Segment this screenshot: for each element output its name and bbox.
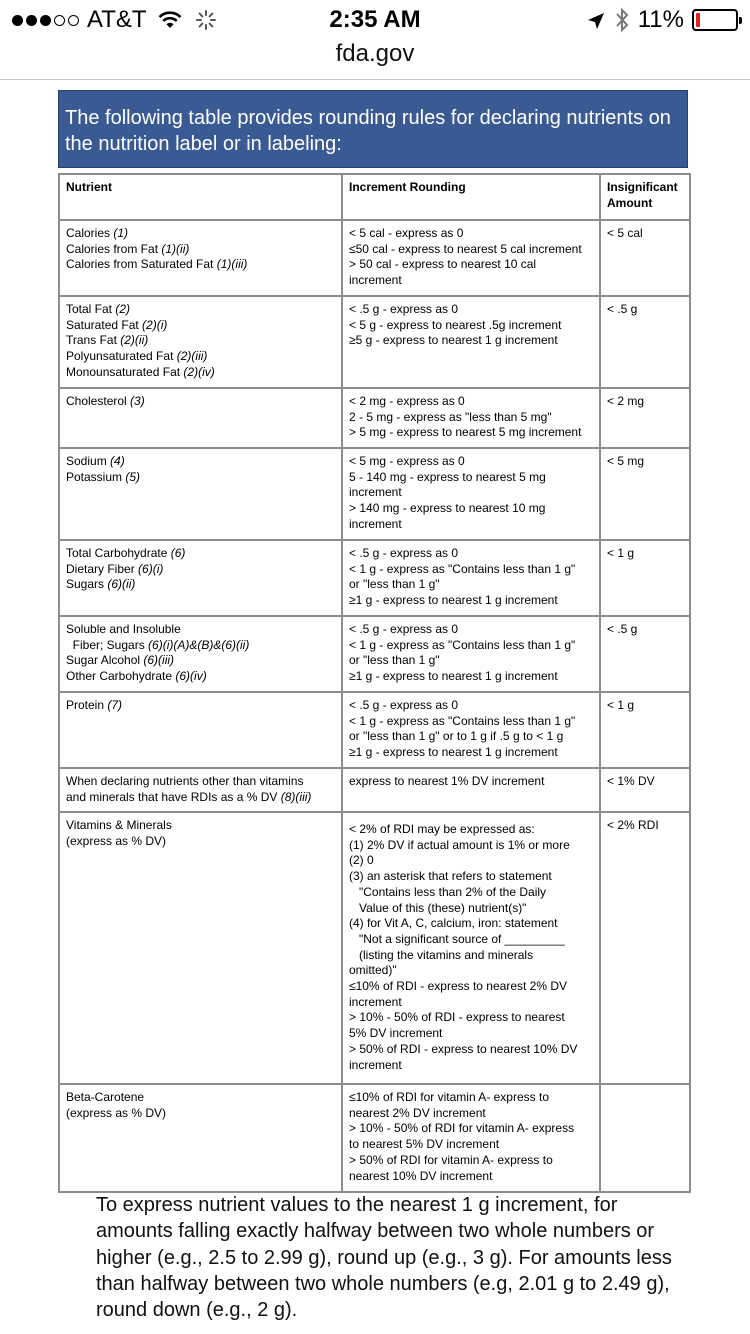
nutrient-name	[66, 622, 335, 638]
rounding-rule-line: (1) 2% DV if actual amount is 1% or more	[349, 837, 570, 852]
regulation-reference: (6)(iii)	[143, 653, 175, 668]
rounding-rule-cell	[342, 540, 600, 616]
regulation-reference: (4)	[110, 454, 125, 468]
rounding-rule-line: ≤50 cal - express to nearest 5 cal increment	[349, 241, 582, 256]
signal-dot	[40, 15, 51, 26]
regulation-reference: (2)(ii)	[120, 333, 149, 348]
nutrient-name	[66, 834, 335, 850]
nutrient-label: and minerals that have RDIs as a % DV	[66, 789, 281, 804]
rounding-rule-line: ≤10% of RDI for vitamin A- express to	[349, 1090, 549, 1104]
rounding-rule-line: ≥5 g - express to nearest 1 g increment	[349, 333, 558, 348]
table-row	[59, 768, 690, 812]
regulation-reference: (5)	[125, 469, 141, 484]
signal-dot	[26, 15, 37, 26]
nutrient-name	[66, 577, 335, 593]
insignificant-amount-cell: < .5 g	[600, 616, 690, 692]
rounding-rule-line: Value of this (these) nutrient(s)"	[349, 900, 527, 915]
signal-strength-icon	[12, 15, 79, 26]
insignificant-amount-cell: < 2 mg	[600, 388, 690, 448]
bluetooth-icon	[614, 7, 630, 33]
nutrient-name	[66, 698, 335, 714]
rounding-rule-line: > 10% - 50% of RDI - express to nearest	[349, 1010, 565, 1025]
rounding-footnote: To express nutrient values to the nearest 1 g increment, for amounts falling exactly halfway between two whole numbers or higher (e.g., 2.5 to 2.99 g), round up (e.g., 3 g). For amounts less than halfway between two whole numbers (e.g, 2.01 g to 2.49 g), round down (e.g., 2 g).	[96, 1194, 672, 1322]
rounding-rule-line: increment	[349, 1057, 402, 1072]
nutrient-name	[66, 790, 335, 806]
nutrient-name	[66, 638, 335, 654]
nutrient-name	[66, 774, 335, 790]
nutrient-name	[66, 226, 335, 242]
rounding-rule-line: (listing the vitamins and minerals	[349, 947, 534, 962]
nutrient-cell	[59, 540, 342, 616]
nutrient-cell	[59, 692, 342, 768]
rounding-rule-line: increment	[349, 994, 402, 1009]
rounding-rule-line: "Contains less than 2% of the Daily	[349, 884, 547, 899]
nutrient-label: Beta-Carotene	[66, 1090, 145, 1104]
status-time: 2:35 AM	[329, 6, 421, 33]
signal-dot-empty	[54, 15, 65, 26]
nutrient-label: (express as % DV)	[66, 1105, 167, 1120]
nutrient-label: Sodium	[66, 454, 111, 468]
rounding-rule-line: < 5 mg - express as 0	[349, 454, 465, 468]
regulation-reference: (6)(ii)	[107, 577, 136, 592]
nutrient-name	[66, 365, 335, 381]
rounding-rule-line: (2) 0	[349, 853, 374, 868]
nutrient-label: (express as % DV)	[66, 833, 167, 848]
nutrient-name	[66, 454, 335, 470]
rounding-rule-line: express to nearest 1% DV increment	[349, 774, 545, 788]
nutrient-label: Dietary Fiber	[66, 561, 139, 576]
rounding-rule-line: < 1 g - express as "Contains less than 1 g"	[349, 637, 576, 652]
rounding-rule-line: ≥1 g - express to nearest 1 g increment	[349, 745, 558, 760]
nutrient-name	[66, 1106, 335, 1122]
activity-spinner-icon	[195, 9, 217, 31]
rounding-rule-line: to nearest 5% DV increment	[349, 1137, 500, 1152]
status-bar	[0, 0, 750, 40]
location-arrow-icon	[586, 10, 606, 30]
table-row	[59, 1084, 690, 1192]
nutrient-name	[66, 818, 335, 834]
rounding-rule-line: > 50% of RDI for vitamin A- express to	[349, 1152, 553, 1167]
nutrient-label: Other Carbohydrate	[66, 669, 176, 684]
nutrient-name	[66, 257, 335, 273]
regulation-reference: (3)	[130, 394, 145, 408]
battery-percent: 11%	[637, 6, 684, 33]
nutrient-name	[66, 669, 335, 685]
insignificant-amount-cell: < 5 mg	[600, 448, 690, 540]
nutrient-name	[66, 1090, 335, 1106]
nutrient-cell	[59, 616, 342, 692]
rounding-rules-table	[58, 173, 691, 1193]
rounding-rule-line: < .5 g - express as 0	[349, 302, 459, 316]
table-intro-banner: The following table provides rounding rules for declaring nutrients on the nutrition label or in labeling:	[58, 90, 688, 168]
table-row	[59, 616, 690, 692]
nutrient-label: Total Carbohydrate	[66, 546, 171, 560]
regulation-reference: (6)(i)	[138, 561, 164, 576]
rounding-rule-line: < 2 mg - express as 0	[349, 394, 465, 408]
table-row	[59, 692, 690, 768]
rounding-rule-line: 5 - 140 mg - express to nearest 5 mg	[349, 469, 546, 484]
nutrient-cell	[59, 1084, 342, 1192]
header-increment-rounding: Increment Rounding	[342, 174, 600, 220]
nutrient-name	[66, 562, 335, 578]
rounding-rule-line: < .5 g - express as 0	[349, 546, 459, 560]
nutrient-name	[66, 302, 335, 318]
rounding-rule-cell	[342, 220, 600, 296]
rounding-rule-cell	[342, 812, 600, 1084]
rounding-rule-line: (4) for Vit A, C, calcium, iron: statement	[349, 916, 558, 931]
rounding-rule-line: > 140 mg - express to nearest 10 mg	[349, 501, 546, 516]
rounding-rule-line: ≥1 g - express to nearest 1 g increment	[349, 593, 558, 608]
header-insignificant-line: Amount	[607, 195, 653, 210]
nutrient-cell	[59, 220, 342, 296]
nutrient-name	[66, 653, 335, 669]
regulation-reference: (8)(iii)	[280, 789, 312, 804]
nutrient-name	[66, 318, 335, 334]
insignificant-amount-cell: < 2% RDI	[600, 812, 690, 1084]
nutrient-label: Calories from Saturated Fat	[66, 257, 217, 272]
nutrient-label: Calories	[66, 226, 114, 240]
address-bar[interactable]: fda.gov	[335, 40, 415, 67]
rounding-rule-line: > 50 cal - express to nearest 10 cal	[349, 257, 537, 272]
nutrient-name	[66, 470, 335, 486]
insignificant-amount-cell: < 1% DV	[600, 768, 690, 812]
table-row	[59, 388, 690, 448]
table-row	[59, 220, 690, 296]
table-row	[59, 812, 690, 1084]
header-nutrient: Nutrient	[59, 174, 342, 220]
rounding-rule-cell	[342, 388, 600, 448]
insignificant-amount-cell: < .5 g	[600, 296, 690, 388]
rounding-rule-line: or "less than 1 g"	[349, 577, 440, 592]
nutrient-label: Trans Fat	[66, 333, 121, 348]
rounding-rule-line: "Not a significant source of _________	[349, 931, 565, 946]
nutrient-label: Vitamins & Minerals	[66, 818, 172, 832]
regulation-reference: (1)(ii)	[161, 241, 190, 256]
nutrient-name	[66, 333, 335, 349]
insignificant-amount-cell	[600, 1084, 690, 1192]
nutrient-name	[66, 546, 335, 562]
rounding-rule-line: > 5 mg - express to nearest 5 mg increment	[349, 425, 582, 440]
web-page	[0, 80, 750, 1334]
rounding-rule-line: or "less than 1 g" or to 1 g if .5 g to < 1 g	[349, 729, 564, 744]
nutrient-label: Soluble and Insoluble	[66, 622, 181, 636]
rounding-rule-line: < 1 g - express as "Contains less than 1 g"	[349, 561, 576, 576]
rounding-rule-line: increment	[349, 485, 402, 500]
status-left	[12, 6, 217, 34]
regulation-reference: (1)(iii)	[216, 257, 248, 272]
insignificant-amount-cell: < 1 g	[600, 540, 690, 616]
regulation-reference: (7)	[107, 698, 123, 712]
rounding-rule-cell	[342, 448, 600, 540]
rounding-rule-cell	[342, 616, 600, 692]
battery-icon	[692, 9, 738, 31]
nutrient-label: Fiber; Sugars	[66, 637, 149, 652]
regulation-reference: (2)(i)	[142, 317, 168, 332]
table-row	[59, 296, 690, 388]
nutrient-cell	[59, 296, 342, 388]
nutrient-label: Protein	[66, 698, 108, 712]
regulation-reference: (2)(iii)	[176, 349, 208, 364]
header-insignificant-amount	[600, 174, 690, 220]
rounding-rule-line: nearest 2% DV increment	[349, 1105, 486, 1120]
rounding-rule-cell	[342, 768, 600, 812]
table-header-row	[59, 174, 690, 220]
nutrient-name	[66, 394, 335, 410]
battery-level	[696, 13, 700, 27]
rounding-rule-line: or "less than 1 g"	[349, 653, 440, 668]
nutrient-label: Sugars	[66, 577, 108, 592]
signal-dot	[12, 15, 23, 26]
regulation-reference: (6)(iv)	[175, 669, 207, 684]
nutrient-cell	[59, 768, 342, 812]
nutrient-label: Calories from Fat	[66, 241, 162, 256]
status-right	[586, 6, 738, 34]
nutrient-label: Potassium	[66, 469, 126, 484]
regulation-reference: (1)	[113, 226, 129, 240]
regulation-reference: (6)	[170, 546, 186, 560]
table-row	[59, 540, 690, 616]
rounding-rule-line: < .5 g - express as 0	[349, 698, 459, 712]
nutrient-name	[66, 242, 335, 258]
rounding-rule-line: ≤10% of RDI - express to nearest 2% DV	[349, 979, 568, 994]
nutrient-label: Total Fat	[66, 302, 116, 316]
rounding-rule-line: ≥1 g - express to nearest 1 g increment	[349, 669, 558, 684]
rounding-rule-cell	[342, 1084, 600, 1192]
rounding-rule-line: 5% DV increment	[349, 1026, 443, 1041]
rounding-rule-line: nearest 10% DV increment	[349, 1168, 493, 1183]
regulation-reference: (6)(i)(A)&(B)&(6)(ii)	[148, 637, 250, 652]
wifi-icon	[157, 9, 183, 31]
nutrient-label: Sugar Alcohol	[66, 653, 144, 668]
rounding-rule-line: < 5 g - express to nearest .5g increment	[349, 317, 562, 332]
rounding-rule-line: < .5 g - express as 0	[349, 622, 459, 636]
rounding-rule-line: < 2% of RDI may be expressed as:	[349, 822, 535, 836]
rounding-rule-line: increment	[349, 273, 402, 288]
rounding-rule-line: < 5 cal - express as 0	[349, 226, 464, 240]
rounding-rule-cell	[342, 692, 600, 768]
rounding-rule-line: 2 - 5 mg - express as "less than 5 mg"	[349, 409, 552, 424]
nutrient-cell	[59, 812, 342, 1084]
nutrient-label: Saturated Fat	[66, 317, 143, 332]
rounding-rule-line: (3) an asterisk that refers to statement	[349, 869, 552, 884]
nutrient-label: Cholesterol	[66, 394, 131, 408]
signal-dot-empty	[68, 15, 79, 26]
regulation-reference: (2)(iv)	[183, 364, 215, 379]
regulation-reference: (2)	[115, 302, 131, 316]
table-row	[59, 448, 690, 540]
rounding-rule-cell	[342, 296, 600, 388]
rounding-rule-line: > 10% - 50% of RDI for vitamin A- express	[349, 1121, 575, 1136]
carrier-name: AT&T	[87, 6, 147, 33]
rounding-rule-line: increment	[349, 516, 402, 531]
nutrient-label: Monounsaturated Fat	[66, 364, 184, 379]
nutrient-cell	[59, 448, 342, 540]
nutrient-label: Polyunsaturated Fat	[66, 349, 177, 364]
header-insignificant-line: Insignificant	[607, 180, 678, 194]
insignificant-amount-cell: < 1 g	[600, 692, 690, 768]
rounding-rule-line: < 1 g - express as "Contains less than 1 g"	[349, 713, 576, 728]
nutrient-name	[66, 349, 335, 365]
rounding-rule-line: > 50% of RDI - express to nearest 10% DV	[349, 1041, 578, 1056]
nutrient-label: When declaring nutrients other than vitamins	[66, 774, 304, 788]
rounding-rule-line: omitted)"	[349, 963, 397, 978]
nutrient-cell	[59, 388, 342, 448]
insignificant-amount-cell: < 5 cal	[600, 220, 690, 296]
